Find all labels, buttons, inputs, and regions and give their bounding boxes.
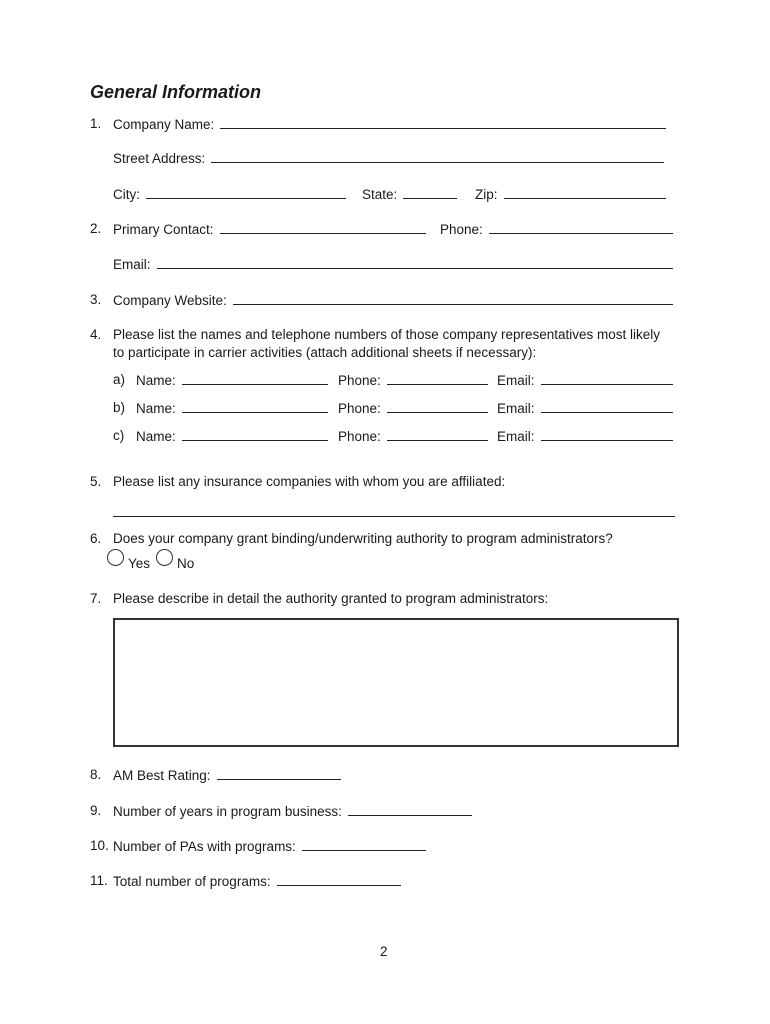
question-number-9: 9. (90, 803, 102, 818)
rep-email-field[interactable] (541, 428, 673, 441)
rep-phone-field[interactable] (387, 372, 488, 385)
rep-email-label: Email: (497, 401, 535, 416)
company-website-field[interactable] (233, 292, 673, 305)
q5-label: Please list any insurance companies with whom you are affiliated: (113, 474, 506, 489)
phone-label: Phone: (440, 222, 483, 237)
company-name-row (113, 116, 666, 132)
question-number-10: 10. (90, 838, 109, 853)
primary-contact-field[interactable] (220, 221, 426, 234)
yes-label: Yes (128, 556, 151, 571)
q7-label: Please describe in detail the authority granted to program administrators: (113, 591, 549, 606)
question-number-4: 4. (90, 327, 102, 342)
rep-phone-label: Phone: (338, 401, 381, 416)
rep-phone-field[interactable] (387, 400, 488, 413)
city-field[interactable] (146, 186, 346, 199)
no-radio[interactable] (156, 549, 173, 566)
state-label: State: (362, 187, 398, 202)
pas-with-programs-label: Number of PAs with programs: (113, 839, 296, 854)
rep-phone-c (338, 428, 488, 444)
q6-label: Does your company grant binding/underwriting authority to program administrators? (113, 531, 613, 546)
company-name-label: Company Name: (113, 117, 215, 132)
rep-name-c (136, 428, 328, 444)
rep-name-label: Name: (136, 429, 176, 444)
rep-row-b (113, 400, 125, 415)
am-best-rating-row (113, 767, 341, 783)
rep-phone-field[interactable] (387, 428, 488, 441)
rep-email-field[interactable] (541, 372, 673, 385)
rep-row-a (113, 372, 125, 387)
street-address-field[interactable] (211, 150, 664, 163)
total-programs-label: Total number of programs: (113, 874, 271, 889)
authority-description-textbox[interactable] (113, 618, 679, 747)
question-number-8: 8. (90, 767, 102, 782)
phone-field[interactable] (489, 221, 673, 234)
rep-name-a (136, 372, 328, 388)
city-row (113, 186, 346, 202)
zip-row (475, 186, 666, 202)
rep-phone-a (338, 372, 488, 388)
total-programs-field[interactable] (277, 873, 401, 886)
rep-email-label: Email: (497, 429, 535, 444)
rep-letter: c) (113, 428, 125, 443)
phone-row (440, 221, 673, 237)
rep-row-c (113, 428, 124, 443)
yes-radio[interactable] (107, 549, 124, 566)
email-field[interactable] (157, 256, 673, 269)
affiliated-companies-field[interactable] (113, 504, 675, 517)
company-name-field[interactable] (220, 116, 666, 129)
primary-contact-row (113, 221, 426, 237)
email-label: Email: (113, 257, 151, 272)
page-number: 2 (380, 944, 388, 959)
company-website-label: Company Website: (113, 293, 227, 308)
am-best-rating-field[interactable] (217, 767, 341, 780)
rep-email-field[interactable] (541, 400, 673, 413)
rep-name-b (136, 400, 328, 416)
street-address-label: Street Address: (113, 151, 206, 166)
rep-phone-label: Phone: (338, 373, 381, 388)
primary-contact-label: Primary Contact: (113, 222, 214, 237)
rep-name-field[interactable] (182, 400, 328, 413)
total-programs-row (113, 873, 401, 889)
rep-letter: b) (113, 400, 126, 415)
pas-with-programs-field[interactable] (302, 838, 426, 851)
question-number-6: 6. (90, 531, 102, 546)
years-in-program-field[interactable] (348, 803, 472, 816)
no-label: No (177, 556, 195, 571)
rep-email-b (497, 400, 673, 416)
pas-with-programs-row (113, 838, 426, 854)
zip-field[interactable] (504, 186, 666, 199)
rep-name-field[interactable] (182, 372, 328, 385)
question-number-1: 1. (90, 116, 102, 131)
rep-phone-b (338, 400, 488, 416)
city-label: City: (113, 187, 140, 202)
am-best-rating-label: AM Best Rating: (113, 768, 211, 783)
rep-phone-label: Phone: (338, 429, 381, 444)
q4-text-line1: Please list the names and telephone numbers of those company representatives most likely (113, 327, 661, 342)
years-in-program-row (113, 803, 472, 819)
rep-email-label: Email: (497, 373, 535, 388)
rep-name-label: Name: (136, 401, 176, 416)
question-number-5: 5. (90, 474, 102, 489)
rep-name-field[interactable] (182, 428, 328, 441)
question-number-3: 3. (90, 292, 102, 307)
street-address-row (113, 150, 664, 166)
rep-email-a (497, 372, 673, 388)
state-row (362, 186, 457, 202)
zip-label: Zip: (475, 187, 498, 202)
q4-text-line2: to participate in carrier activities (attach additional sheets if necessary): (113, 345, 537, 360)
company-website-row (113, 292, 673, 308)
rep-name-label: Name: (136, 373, 176, 388)
rep-email-c (497, 428, 673, 444)
years-in-program-label: Number of years in program business: (113, 804, 342, 819)
question-number-2: 2. (90, 221, 102, 236)
rep-letter: a) (113, 372, 126, 387)
section-title: General Information (90, 82, 262, 102)
state-field[interactable] (403, 186, 457, 199)
question-number-11: 11. (90, 873, 108, 888)
email-row (113, 256, 673, 272)
question-number-7: 7. (90, 591, 102, 606)
